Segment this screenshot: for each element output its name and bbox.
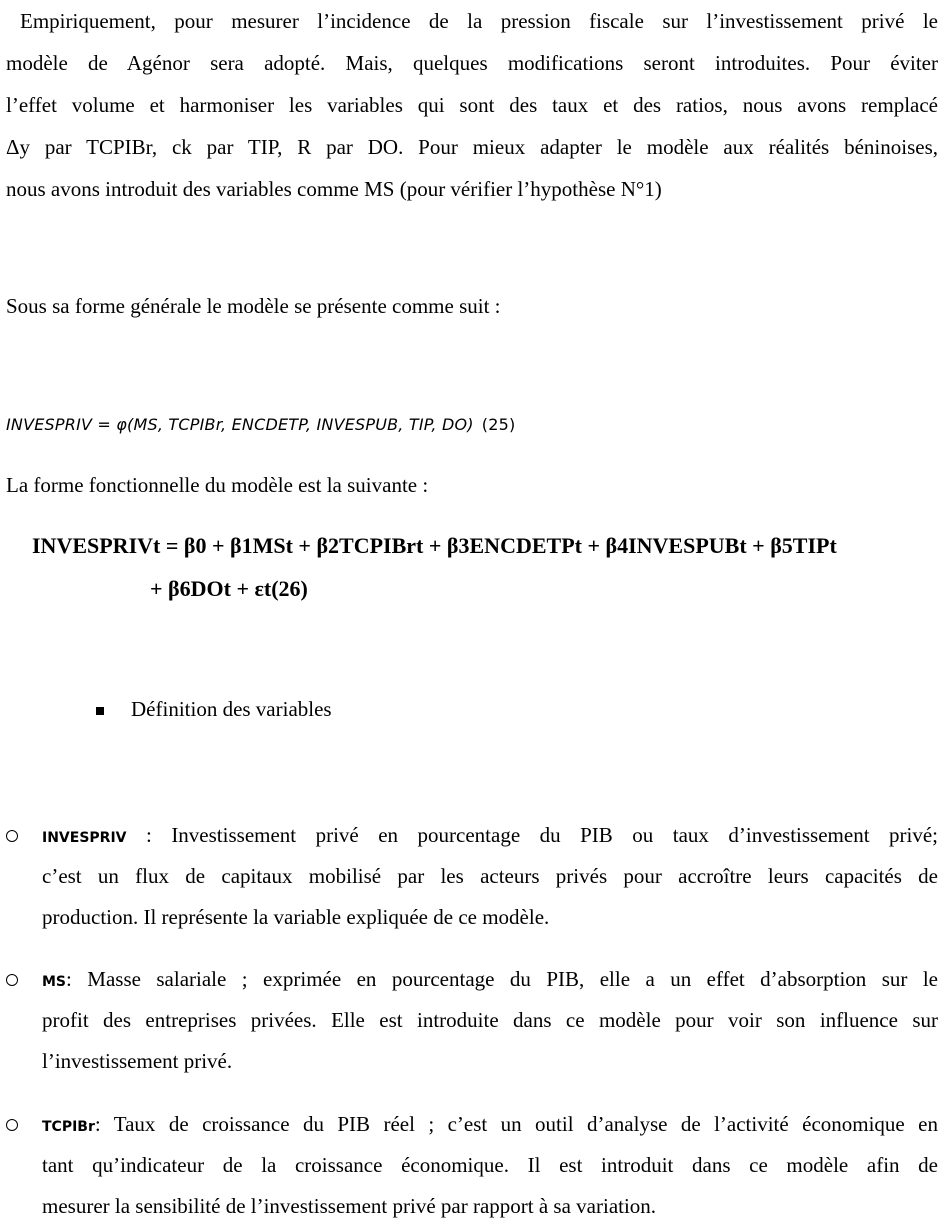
definition-line-2: profit des entreprises privées. Elle est introduite dans ce modèle pour voir son influence sur <box>42 1008 938 1032</box>
equation-26-line-1: INVESPRIVt = β0 + β1MSt + β2TCPIBrt + β3ENCDETPt + β4INVESPUBt + β5TIPt <box>32 533 837 558</box>
equation-25-number: (25) <box>481 415 516 434</box>
intro-line-1: Empiriquement, pour mesurer l’incidence de la pression fiscale sur l’investissement privé le <box>20 9 938 33</box>
square-bullet-icon <box>96 707 104 715</box>
definition-tcpibr <box>42 1104 938 1227</box>
equation-25 <box>6 415 515 434</box>
definition-line-3: mesurer la sensibilité de l’investissement privé par rapport à sa variation. <box>42 1194 657 1218</box>
intro-line-5: nous avons introduit des variables comme MS (pour vérifier l’hypothèse N°1) <box>6 177 662 201</box>
section-heading-variables: Définition des variables <box>131 697 332 721</box>
definition-ms <box>42 959 938 1082</box>
intro-paragraph <box>6 0 938 210</box>
definition-line-2: tant qu’indicateur de la croissance économique. Il est introduit dans ce modèle afin de <box>42 1153 938 1177</box>
equation-26-line-2: + β6DOt + εt(26) <box>150 576 308 601</box>
circle-bullet-icon <box>6 1119 18 1131</box>
definition-line-1: TCPIBr: Taux de croissance du PIB réel ; c’est un outil d’analyse de l’activité économique en <box>42 1112 938 1136</box>
intro-line-4: Δy par TCPIBr, ck par TIP, R par DO. Pour mieux adapter le modèle aux réalités béninoises, <box>6 135 938 159</box>
definition-term: INVESPRIV <box>42 830 127 846</box>
circle-bullet-icon <box>6 974 18 986</box>
definition-invespriv <box>42 815 938 938</box>
intro-line-3: l’effet volume et harmoniser les variables qui sont des taux et des ratios, nous avons remplacé <box>6 93 938 117</box>
circle-bullet-icon <box>6 830 18 842</box>
general-form-text: Sous sa forme générale le modèle se présente comme suit : <box>6 294 501 318</box>
intro-line-2: modèle de Agénor sera adopté. Mais, quelques modifications seront introduites. Pour éviter <box>6 51 938 75</box>
definition-line-3: production. Il représente la variable expliquée de ce modèle. <box>42 905 550 929</box>
equation-25-expression: INVESPRIV = φ(MS, TCPIBr, ENCDETP, INVESPUB, TIP, DO) <box>6 415 474 434</box>
definition-line-1: INVESPRIV : Investissement privé en pourcentage du PIB ou taux d’investissement privé; <box>42 823 938 847</box>
definition-term: TCPIBr <box>42 1119 95 1135</box>
definition-line-2: c’est un flux de capitaux mobilisé par les acteurs privés pour accroître leurs capacités de <box>42 864 938 888</box>
definition-term: MS <box>42 974 67 990</box>
definition-line-3: l’investissement privé. <box>42 1049 233 1073</box>
functional-form-text: La forme fonctionnelle du modèle est la suivante : <box>6 473 429 497</box>
definition-line-1: MS: Masse salariale ; exprimée en pourcentage du PIB, elle a un effet d’absorption sur le <box>42 967 938 991</box>
